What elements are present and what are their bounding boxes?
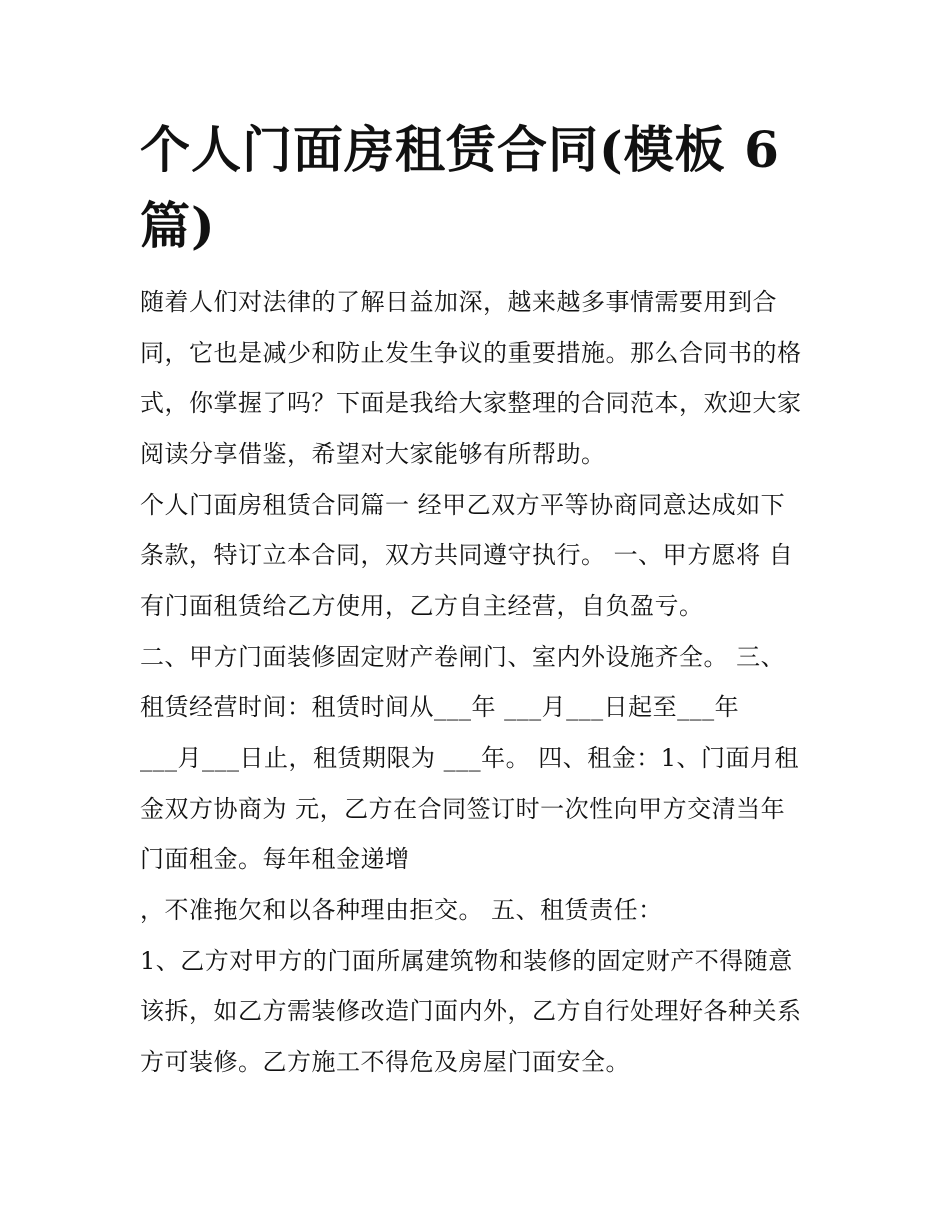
paragraph-line: 门面租金。每年租金递增 xyxy=(140,845,410,873)
paragraph-line: 该拆，如乙方需装修改造门面内外，乙方自行处理好各种关系 xyxy=(140,997,802,1025)
paragraph-line: 二、甲方门面装修固定财产卷闸门、室内外设施齐全。 三、 xyxy=(140,643,786,671)
paragraph-line: 随着人们对法律的了解日益加深，越来越多事情需要用到合 xyxy=(140,288,777,316)
paragraph-line: 有门面租赁给乙方使用，乙方自主经营，自负盈亏。 xyxy=(140,592,704,620)
paragraph-line: 租赁经营时间：租赁时间从___年 ___月___日起至___年 xyxy=(140,693,740,721)
paragraph-line: 个人门面房租赁合同篇一 经甲乙双方平等协商同意达成如下 xyxy=(140,491,786,519)
paragraph-line: 1、乙方对甲方的门面所属建筑物和装修的固定财产不得随意 xyxy=(140,947,793,975)
paragraph-line: 阅读分享借鉴，希望对大家能够有所帮助。 xyxy=(140,440,606,468)
paragraph-line: ，不准拖欠和以各种理由拒交。 五、租赁责任： xyxy=(140,896,663,924)
paragraph-line: 方可装修。乙方施工不得危及房屋门面安全。 xyxy=(140,1048,630,1076)
paragraph-line: 式，你掌握了吗？下面是我给大家整理的合同范本，欢迎大家 xyxy=(140,389,802,417)
document-title: 个人门面房租赁合同(模板 6篇) xyxy=(140,120,780,255)
paragraph-line: 条款，特订立本合同，双方共同遵守执行。 一、甲方愿将 自 xyxy=(140,541,794,569)
paragraph-line: ___月___日止，租赁期限为 ___年。 四、租金：1、门面月租 xyxy=(140,744,800,772)
paragraph-line: 金双方协商为 元，乙方在合同签订时一次性向甲方交清当年 xyxy=(140,795,786,823)
paragraph-line: 同，它也是减少和防止发生争议的重要措施。那么合同书的格 xyxy=(140,339,802,367)
